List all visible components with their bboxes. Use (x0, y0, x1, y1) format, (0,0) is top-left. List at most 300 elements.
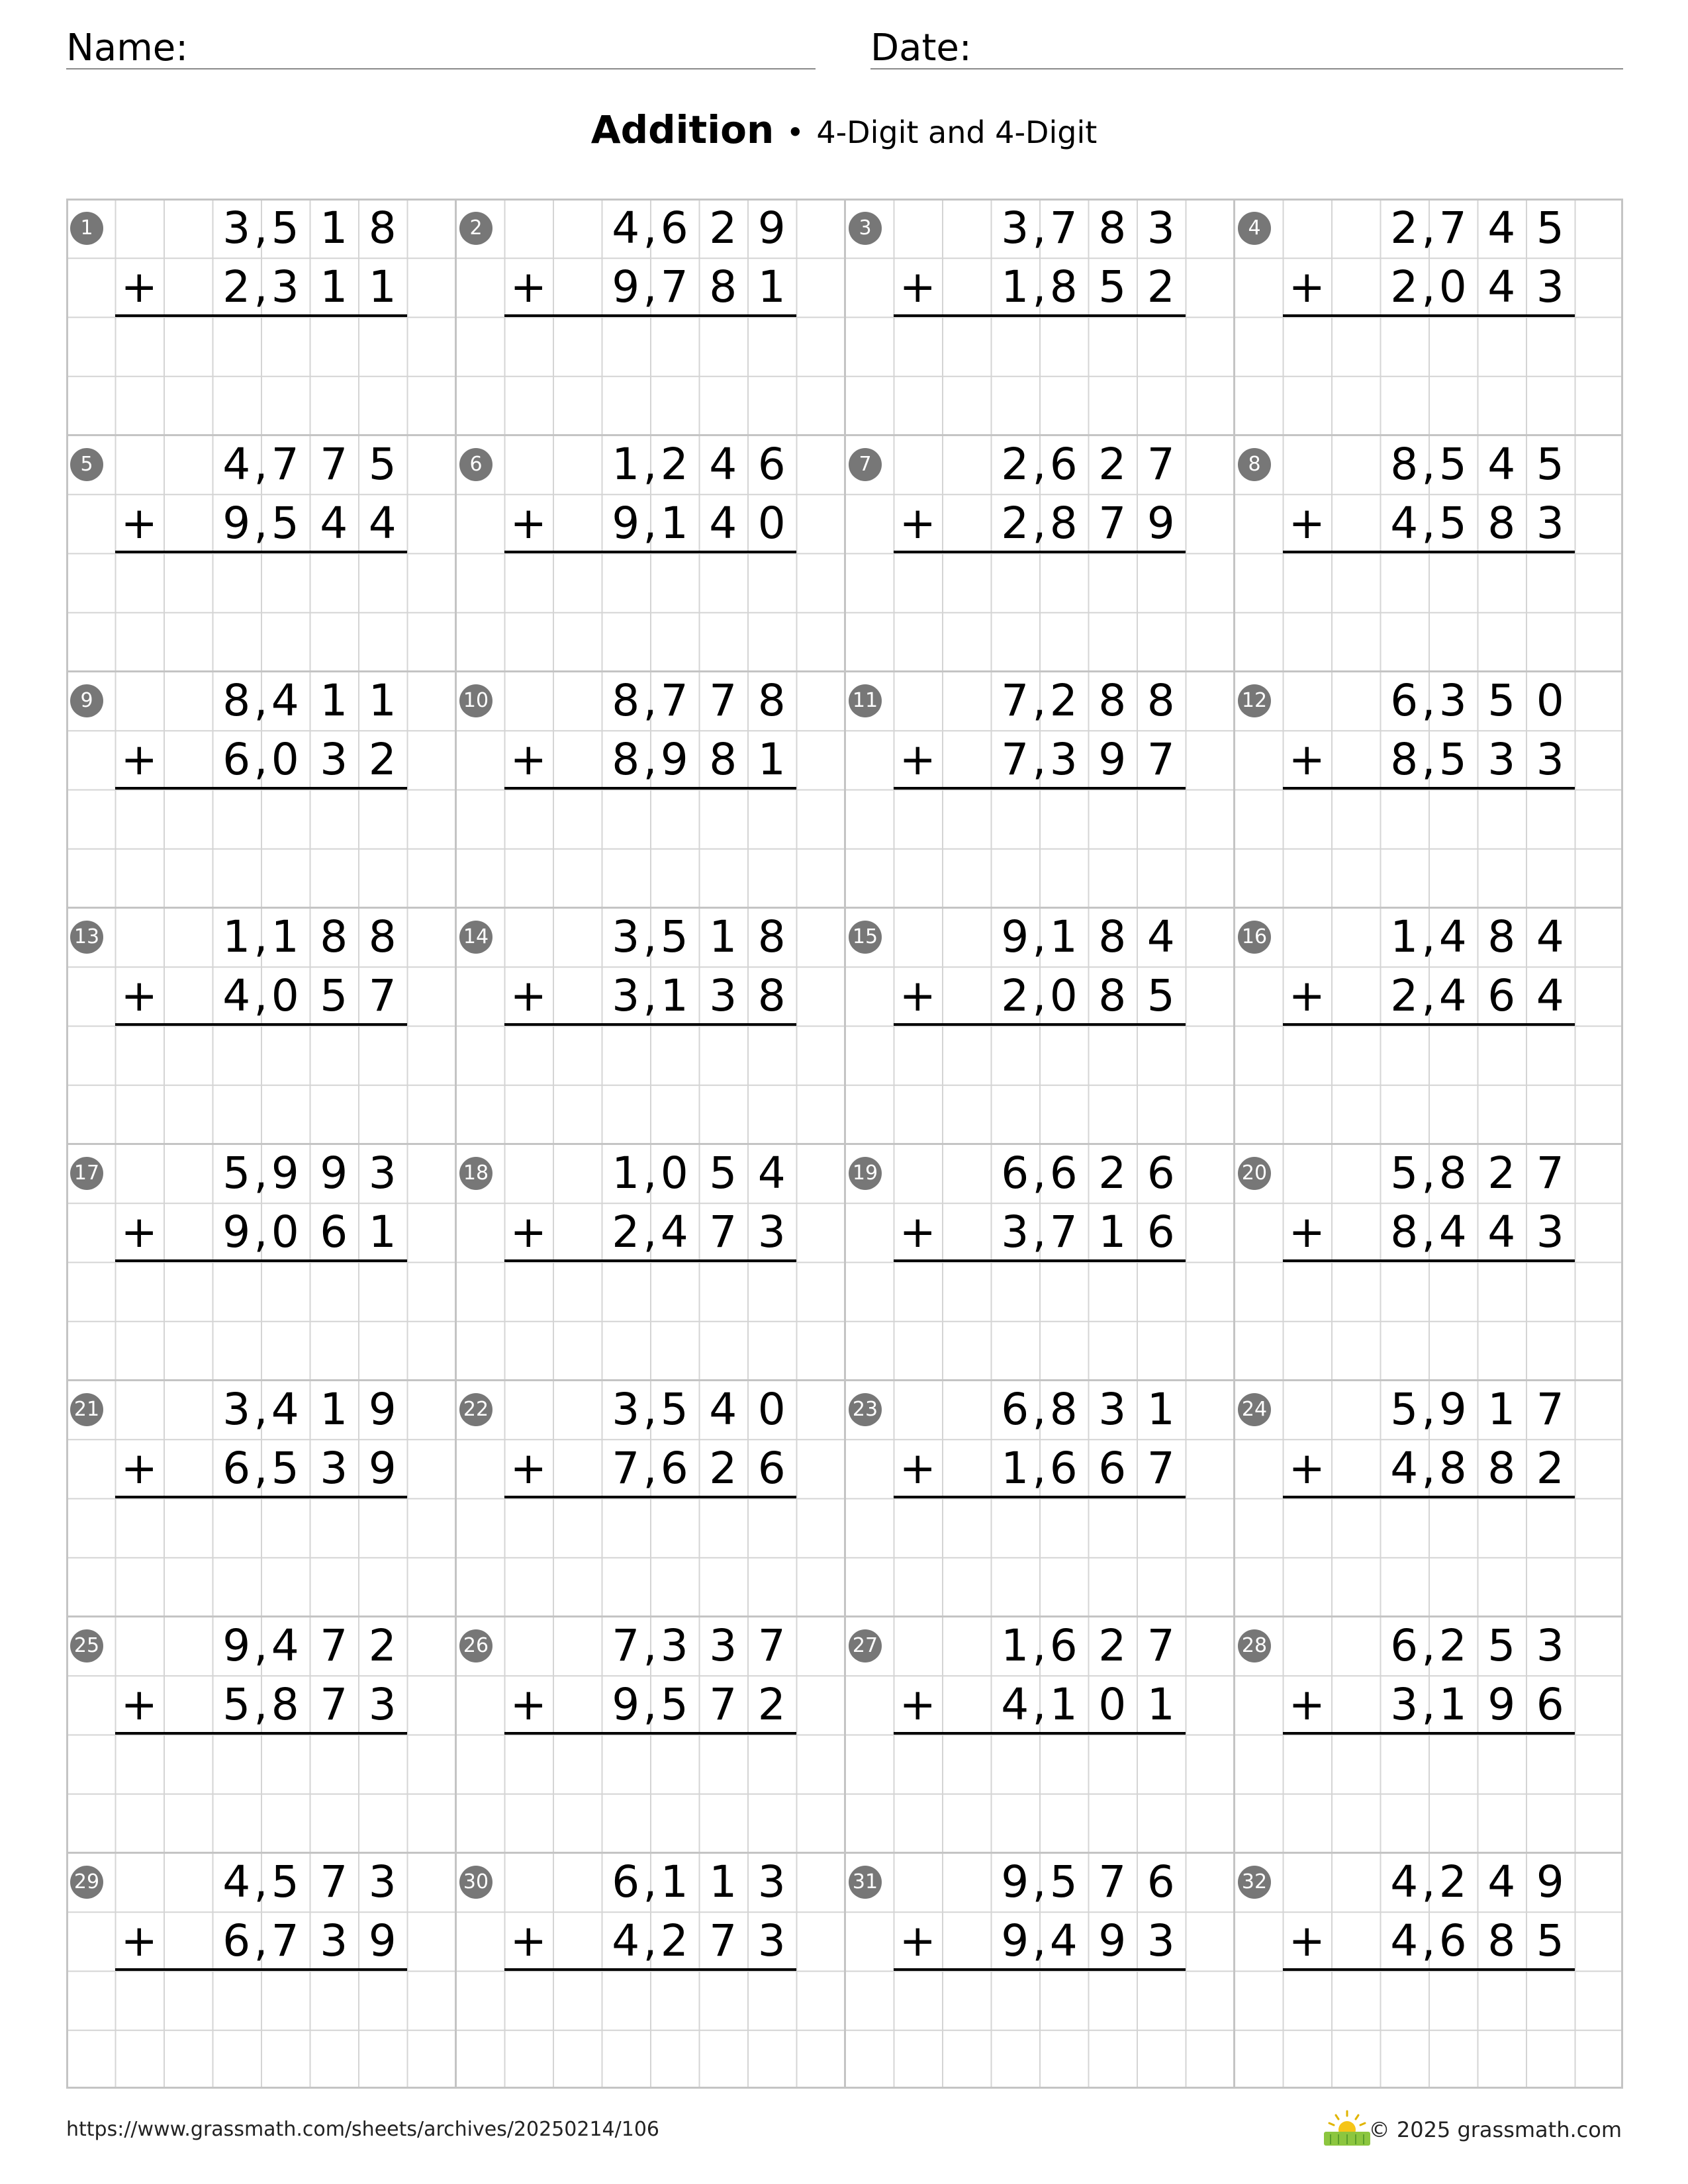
problem-14 (455, 907, 845, 1144)
addend-bottom-digit: 4 (1438, 970, 1467, 1022)
problem-number-badge: 32 (1238, 1866, 1271, 1899)
plus-sign: + (120, 1206, 158, 1258)
problem-2 (455, 199, 845, 435)
addend-top-digit: 5 (1487, 675, 1516, 726)
thousands-comma: , (643, 203, 657, 253)
addend-bottom-digit: 5 (1098, 261, 1127, 313)
addend-bottom-digit: 9 (1001, 1915, 1029, 1967)
footer-url[interactable]: https://www.grassmath.com/sheets/archives/20250214/106 (66, 2118, 660, 2141)
addend-top-digit: 8 (1098, 911, 1127, 962)
problem-number-badge: 2 (459, 212, 492, 245)
addend-top-digit: 6 (1049, 1620, 1078, 1671)
addend-bottom-digit: 2 (1001, 498, 1029, 549)
problem-21 (66, 1380, 455, 1616)
thousands-comma: , (254, 1620, 268, 1671)
addend-top-digit: 8 (757, 675, 786, 726)
addend-top-digit: 3 (1098, 1384, 1127, 1435)
addend-top-digit: 6 (1390, 675, 1419, 726)
thousands-comma: , (643, 1384, 657, 1435)
addend-bottom-digit: 9 (368, 1915, 397, 1967)
addend-bottom-digit: 9 (1098, 1915, 1127, 1967)
problem-number-badge: 21 (70, 1393, 103, 1426)
thousands-comma: , (254, 261, 268, 313)
addend-top-digit: 1 (1390, 911, 1419, 962)
addend-bottom-digit: 4 (660, 1206, 688, 1258)
addend-bottom-digit: 7 (271, 1915, 299, 1967)
thousands-comma: , (254, 970, 268, 1022)
thousands-comma: , (1421, 203, 1436, 253)
problem-number-badge: 12 (1238, 684, 1271, 717)
addend-top-digit: 7 (1438, 203, 1467, 253)
problem-7 (845, 435, 1234, 671)
thousands-comma: , (1032, 203, 1047, 253)
problem-24 (1234, 1380, 1623, 1616)
answer-area[interactable] (504, 1735, 796, 1853)
answer-area[interactable] (894, 317, 1186, 435)
problem-27 (845, 1616, 1234, 1852)
problem-number-badge: 24 (1238, 1393, 1271, 1426)
addend-bottom-digit: 6 (1438, 1915, 1467, 1967)
problem-number-badge: 6 (459, 448, 492, 481)
plus-sign: + (120, 498, 158, 549)
thousands-comma: , (1421, 1148, 1436, 1199)
addend-bottom-digit: 4 (320, 498, 348, 549)
addend-bottom-digit: 8 (1487, 498, 1516, 549)
thousands-comma: , (254, 1443, 268, 1494)
addend-bottom-digit: 3 (1487, 734, 1516, 786)
plus-sign: + (510, 261, 547, 313)
addend-top-digit: 3 (1438, 675, 1467, 726)
plus-sign: + (120, 734, 158, 786)
addend-top-digit: 2 (1001, 439, 1029, 490)
addend-top-digit: 3 (222, 203, 251, 253)
answer-area[interactable] (894, 790, 1186, 908)
addend-bottom-digit: 1 (320, 261, 348, 313)
addend-top-digit: 8 (1487, 911, 1516, 962)
addend-top-digit: 3 (660, 1620, 688, 1671)
addend-top-digit: 4 (271, 675, 299, 726)
addend-top-digit: 5 (271, 1856, 299, 1907)
answer-area[interactable] (115, 553, 407, 672)
plus-sign: + (1288, 970, 1325, 1022)
addend-bottom-digit: 1 (1438, 1679, 1467, 1731)
addend-top-digit: 8 (320, 911, 348, 962)
addend-top-digit: 0 (1536, 675, 1564, 726)
problem-number-badge: 26 (459, 1629, 492, 1662)
addend-top-digit: 4 (1147, 911, 1175, 962)
addend-bottom-digit: 6 (757, 1443, 786, 1494)
addend-top-digit: 5 (1049, 1856, 1078, 1907)
answer-area[interactable] (894, 1026, 1186, 1144)
addend-bottom-digit: 3 (320, 1915, 348, 1967)
addend-bottom-digit: 4 (612, 1915, 640, 1967)
grassmath-sun-logo-icon (1321, 2110, 1373, 2147)
addend-bottom-digit: 7 (1049, 1206, 1078, 1258)
thousands-comma: , (1032, 1915, 1047, 1967)
addend-top-digit: 1 (1147, 1384, 1175, 1435)
plus-sign: + (899, 970, 936, 1022)
answer-area[interactable] (115, 1498, 407, 1617)
thousands-comma: , (643, 734, 657, 786)
addend-top-digit: 9 (1438, 1384, 1467, 1435)
addend-top-digit: 8 (757, 911, 786, 962)
thousands-comma: , (1032, 1384, 1047, 1435)
title-separator: • (786, 114, 804, 150)
addend-top-digit: 8 (222, 675, 251, 726)
addend-top-digit: 3 (1147, 203, 1175, 253)
addend-bottom-digit: 1 (1147, 1679, 1175, 1731)
addend-bottom-digit: 3 (1147, 1915, 1175, 1967)
addend-top-digit: 1 (1001, 1620, 1029, 1671)
addend-bottom-digit: 2 (612, 1206, 640, 1258)
addend-top-digit: 4 (709, 439, 737, 490)
addend-bottom-digit: 4 (1438, 1206, 1467, 1258)
date-line[interactable] (870, 68, 1623, 69)
addend-top-digit: 9 (1536, 1856, 1564, 1907)
addend-bottom-digit: 5 (222, 1679, 251, 1731)
thousands-comma: , (1421, 734, 1436, 786)
addend-top-digit: 4 (1438, 911, 1467, 962)
thousands-comma: , (1032, 1620, 1047, 1671)
addend-top-digit: 7 (1147, 439, 1175, 490)
thousands-comma: , (1032, 1206, 1047, 1258)
addend-top-digit: 2 (1487, 1148, 1516, 1199)
problem-12 (1234, 671, 1623, 907)
answer-area[interactable] (115, 1735, 407, 1853)
addend-top-digit: 9 (368, 1384, 397, 1435)
addend-top-digit: 1 (320, 675, 348, 726)
plus-sign: + (1288, 1206, 1325, 1258)
addend-top-digit: 4 (1487, 439, 1516, 490)
addend-top-digit: 3 (368, 1148, 397, 1199)
plus-sign: + (510, 498, 547, 549)
addend-bottom-digit: 3 (757, 1915, 786, 1967)
addend-top-digit: 7 (709, 675, 737, 726)
answer-area[interactable] (1283, 553, 1575, 672)
addend-bottom-digit: 7 (709, 1915, 737, 1967)
addend-top-digit: 4 (1390, 1856, 1419, 1907)
answer-area[interactable] (1283, 1735, 1575, 1853)
addend-top-digit: 5 (368, 439, 397, 490)
problem-number-badge: 29 (70, 1866, 103, 1899)
addend-top-digit: 4 (271, 1620, 299, 1671)
answer-area[interactable] (115, 317, 407, 435)
answer-area[interactable] (504, 1262, 796, 1381)
answer-area[interactable] (1283, 1026, 1575, 1144)
answer-area[interactable] (115, 1026, 407, 1144)
thousands-comma: , (1421, 1206, 1436, 1258)
addend-top-digit: 1 (709, 1856, 737, 1907)
plus-sign: + (1288, 498, 1325, 549)
thousands-comma: , (1032, 1148, 1047, 1199)
thousands-comma: , (1421, 1384, 1436, 1435)
problem-5 (66, 435, 455, 671)
answer-area[interactable] (894, 553, 1186, 672)
answer-area[interactable] (894, 1971, 1186, 2089)
plus-sign: + (1288, 261, 1325, 313)
thousands-comma: , (643, 1443, 657, 1494)
plus-sign: + (1288, 1443, 1325, 1494)
addend-bottom-digit: 0 (271, 734, 299, 786)
plus-sign: + (120, 1915, 158, 1967)
thousands-comma: , (643, 970, 657, 1022)
addend-top-digit: 8 (1098, 675, 1127, 726)
problem-19 (845, 1144, 1234, 1380)
problem-16 (1234, 907, 1623, 1144)
addend-bottom-digit: 3 (320, 734, 348, 786)
thousands-comma: , (643, 1679, 657, 1731)
thousands-comma: , (254, 1856, 268, 1907)
addend-top-digit: 6 (757, 439, 786, 490)
addend-top-digit: 1 (368, 675, 397, 726)
addend-bottom-digit: 8 (1487, 1443, 1516, 1494)
addend-bottom-digit: 0 (1438, 261, 1467, 313)
addend-bottom-digit: 4 (1487, 261, 1516, 313)
addend-top-digit: 1 (1049, 911, 1078, 962)
answer-area[interactable] (894, 1498, 1186, 1617)
addend-bottom-digit: 2 (1001, 970, 1029, 1022)
addend-top-digit: 5 (709, 1148, 737, 1199)
addend-bottom-digit: 3 (709, 970, 737, 1022)
problem-number-badge: 28 (1238, 1629, 1271, 1662)
addend-top-digit: 6 (1001, 1148, 1029, 1199)
addend-bottom-digit: 3 (612, 970, 640, 1022)
addend-top-digit: 9 (320, 1148, 348, 1199)
addend-top-digit: 8 (1390, 439, 1419, 490)
answer-area[interactable] (1283, 1971, 1575, 2089)
addend-bottom-digit: 9 (612, 1679, 640, 1731)
addend-top-digit: 5 (660, 911, 688, 962)
addend-top-digit: 7 (1536, 1384, 1564, 1435)
addend-top-digit: 1 (709, 911, 737, 962)
addend-top-digit: 9 (1001, 911, 1029, 962)
addend-bottom-digit: 9 (222, 1206, 251, 1258)
thousands-comma: , (643, 1856, 657, 1907)
thousands-comma: , (1421, 1679, 1436, 1731)
addend-bottom-digit: 2 (1390, 970, 1419, 1022)
addend-top-digit: 5 (1438, 439, 1467, 490)
problem-26 (455, 1616, 845, 1852)
addend-bottom-digit: 1 (757, 261, 786, 313)
addend-bottom-digit: 7 (1147, 1443, 1175, 1494)
answer-area[interactable] (504, 1026, 796, 1144)
plus-sign: + (510, 1679, 547, 1731)
addend-bottom-digit: 6 (222, 1443, 251, 1494)
addend-top-digit: 2 (1438, 1620, 1467, 1671)
addend-bottom-digit: 3 (1536, 261, 1564, 313)
addend-bottom-digit: 1 (660, 498, 688, 549)
addend-bottom-digit: 0 (271, 970, 299, 1022)
thousands-comma: , (643, 439, 657, 490)
name-label: Name: (66, 26, 189, 69)
addend-bottom-digit: 2 (757, 1679, 786, 1731)
addend-top-digit: 4 (222, 439, 251, 490)
answer-area[interactable] (1283, 790, 1575, 908)
footer-copyright: © 2025 grassmath.com (1368, 2117, 1622, 2142)
addend-bottom-digit: 3 (757, 1206, 786, 1258)
problem-28 (1234, 1616, 1623, 1852)
answer-area[interactable] (1283, 317, 1575, 435)
addend-bottom-digit: 5 (320, 970, 348, 1022)
addend-bottom-digit: 1 (1001, 1443, 1029, 1494)
addend-top-digit: 6 (1147, 1148, 1175, 1199)
name-line[interactable] (66, 68, 816, 69)
answer-area[interactable] (504, 317, 796, 435)
addend-top-digit: 6 (1001, 1384, 1029, 1435)
addend-bottom-digit: 6 (1487, 970, 1516, 1022)
problem-number-badge: 1 (70, 212, 103, 245)
answer-area[interactable] (115, 1971, 407, 2089)
addend-bottom-digit: 8 (1049, 498, 1078, 549)
thousands-comma: , (254, 439, 268, 490)
problem-number-badge: 27 (849, 1629, 882, 1662)
answer-area[interactable] (1283, 1262, 1575, 1381)
thousands-comma: , (643, 498, 657, 549)
thousands-comma: , (643, 261, 657, 313)
thousands-comma: , (1032, 675, 1047, 726)
addend-top-digit: 3 (368, 1856, 397, 1907)
problem-number-badge: 31 (849, 1866, 882, 1899)
thousands-comma: , (1421, 911, 1436, 962)
addend-bottom-digit: 9 (222, 498, 251, 549)
addend-top-digit: 7 (320, 439, 348, 490)
addend-top-digit: 6 (1147, 1856, 1175, 1907)
thousands-comma: , (254, 1384, 268, 1435)
addend-top-digit: 2 (1098, 1148, 1127, 1199)
thousands-comma: , (1032, 1856, 1047, 1907)
addend-bottom-digit: 6 (222, 1915, 251, 1967)
addend-bottom-digit: 9 (612, 498, 640, 549)
addend-top-digit: 2 (1049, 675, 1078, 726)
addend-bottom-digit: 9 (1147, 498, 1175, 549)
title-subtitle: 4-Digit and 4-Digit (816, 114, 1098, 150)
thousands-comma: , (254, 734, 268, 786)
problem-number-badge: 18 (459, 1157, 492, 1190)
addend-bottom-digit: 3 (1536, 734, 1564, 786)
plus-sign: + (899, 498, 936, 549)
addend-top-digit: 7 (320, 1620, 348, 1671)
addend-top-digit: 5 (1536, 203, 1564, 253)
problem-17 (66, 1144, 455, 1380)
addend-bottom-digit: 2 (709, 1443, 737, 1494)
addend-bottom-digit: 8 (1390, 734, 1419, 786)
problem-number-badge: 11 (849, 684, 882, 717)
thousands-comma: , (643, 1915, 657, 1967)
plus-sign: + (1288, 1915, 1325, 1967)
problem-30 (455, 1852, 845, 2089)
addend-bottom-digit: 2 (368, 734, 397, 786)
addend-bottom-digit: 3 (320, 1443, 348, 1494)
thousands-comma: , (1421, 439, 1436, 490)
addend-top-digit: 5 (222, 1148, 251, 1199)
answer-area[interactable] (115, 790, 407, 908)
addend-bottom-digit: 4 (368, 498, 397, 549)
problem-22 (455, 1380, 845, 1616)
addend-bottom-digit: 2 (660, 1915, 688, 1967)
addend-bottom-digit: 1 (368, 1206, 397, 1258)
addend-bottom-digit: 8 (271, 1679, 299, 1731)
addend-bottom-digit: 6 (222, 734, 251, 786)
addend-bottom-digit: 5 (271, 1443, 299, 1494)
addend-bottom-digit: 5 (271, 498, 299, 549)
answer-area[interactable] (894, 1735, 1186, 1853)
thousands-comma: , (1421, 1856, 1436, 1907)
addend-top-digit: 9 (222, 1620, 251, 1671)
addend-top-digit: 4 (271, 1384, 299, 1435)
addend-top-digit: 4 (757, 1148, 786, 1199)
addend-bottom-digit: 9 (1487, 1679, 1516, 1731)
answer-area[interactable] (894, 1262, 1186, 1381)
problem-25 (66, 1616, 455, 1852)
addend-top-digit: 5 (660, 1384, 688, 1435)
thousands-comma: , (1032, 439, 1047, 490)
thousands-comma: , (643, 1148, 657, 1199)
problem-number-badge: 8 (1238, 448, 1271, 481)
addend-top-digit: 5 (1536, 439, 1564, 490)
thousands-comma: , (1032, 970, 1047, 1022)
answer-area[interactable] (504, 553, 796, 672)
problem-number-badge: 23 (849, 1393, 882, 1426)
addend-top-digit: 3 (612, 911, 640, 962)
addend-top-digit: 4 (1487, 1856, 1516, 1907)
answer-area[interactable] (115, 1262, 407, 1381)
addend-top-digit: 6 (1049, 1148, 1078, 1199)
addend-top-digit: 7 (612, 1620, 640, 1671)
problem-4 (1234, 199, 1623, 435)
answer-area[interactable] (504, 1971, 796, 2089)
addend-bottom-digit: 8 (612, 734, 640, 786)
problem-8 (1234, 435, 1623, 671)
addend-top-digit: 7 (1049, 203, 1078, 253)
thousands-comma: , (1032, 734, 1047, 786)
addend-top-digit: 7 (1098, 1856, 1127, 1907)
addend-top-digit: 2 (1390, 203, 1419, 253)
plus-sign: + (899, 1206, 936, 1258)
addend-bottom-digit: 7 (1098, 498, 1127, 549)
addend-bottom-digit: 1 (368, 261, 397, 313)
addend-top-digit: 1 (612, 439, 640, 490)
addend-bottom-digit: 4 (1049, 1915, 1078, 1967)
thousands-comma: , (1032, 1443, 1047, 1494)
problem-number-badge: 17 (70, 1157, 103, 1190)
addend-top-digit: 6 (612, 1856, 640, 1907)
problem-number-badge: 13 (70, 921, 103, 954)
addend-bottom-digit: 0 (1049, 970, 1078, 1022)
addend-top-digit: 5 (1487, 1620, 1516, 1671)
addend-top-digit: 8 (1147, 675, 1175, 726)
problem-9 (66, 671, 455, 907)
addend-bottom-digit: 2 (222, 261, 251, 313)
addend-bottom-digit: 8 (757, 970, 786, 1022)
addend-bottom-digit: 4 (222, 970, 251, 1022)
thousands-comma: , (1421, 1915, 1436, 1967)
thousands-comma: , (254, 1206, 268, 1258)
addend-top-digit: 0 (660, 1148, 688, 1199)
addend-bottom-digit: 5 (1438, 498, 1467, 549)
answer-area[interactable] (504, 790, 796, 908)
thousands-comma: , (1421, 970, 1436, 1022)
answer-area[interactable] (504, 1498, 796, 1617)
thousands-comma: , (254, 1148, 268, 1199)
addend-top-digit: 5 (1390, 1384, 1419, 1435)
addend-bottom-digit: 7 (1001, 734, 1029, 786)
thousands-comma: , (643, 1206, 657, 1258)
addend-bottom-digit: 4 (709, 498, 737, 549)
answer-area[interactable] (1283, 1498, 1575, 1617)
problem-31 (845, 1852, 1234, 2089)
problem-10 (455, 671, 845, 907)
addend-bottom-digit: 7 (368, 970, 397, 1022)
